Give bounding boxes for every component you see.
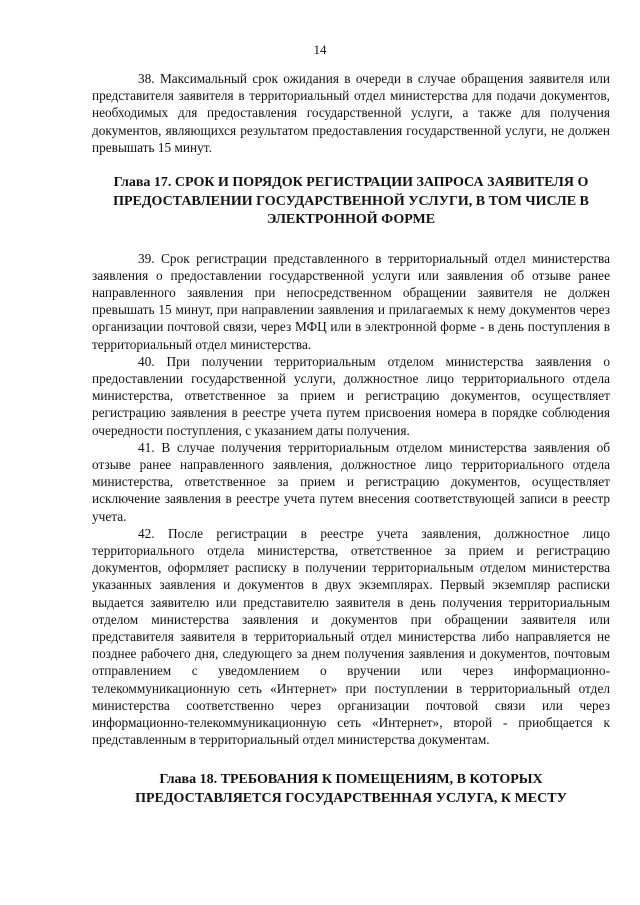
chapter-18-heading: Глава 18. ТРЕБОВАНИЯ К ПОМЕЩЕНИЯМ, В КОТОРЫХ ПРЕДОСТАВЛЯЕТСЯ ГОСУДАРСТВЕННАЯ УСЛУГА, К МЕСТУ xyxy=(135,772,567,806)
paragraph-41: 41. В случае получения территориальным отделом министерства заявления об отзыве ранее направленного заявления, должностное лицо территориального отдела министерства, ответственное за прием и регистрацию документов, осуществляет исключение заявления в реестре учета путем внесения соответствующей записи в реестр учета. xyxy=(92,439,610,524)
document-body xyxy=(92,70,610,808)
page-number: 14 xyxy=(313,42,327,57)
paragraph-42: 42. После регистрации в реестре учета заявления, должностное лицо территориального отдела министерства, ответственное за прием и регистрацию документов, оформляет расписку в получении территориальным отделом министерства указанных заявления и документов в двух экземплярах. Первый экземпляр расписки выдается заявителю или представителю заявителя в день получения территориальным отделом министерства заявления и документов при обращении заявителя или представителя заявителя в территориальный отдел министерства либо направляется не позднее рабочего дня, следующего за днем получения заявления и документов, почтовым отправлением с уведомлением о вручении или через информационно-телекоммуникационную сеть «Интернет» при поступлении в территориальный отдел министерства соответственно через организации почтовой связи или через информационно-телекоммуникационную сеть «Интернет», второй - приобщается к представленным в территориальный отдел министерства документам. xyxy=(92,525,610,748)
paragraph-38: 38. Максимальный срок ожидания в очереди в случае обращения заявителя или представителя заявителя в территориальный отдел министерства для подачи документов, необходимых для предоставления государственной услуги, а также для получения документов, являющихся результатом предоставления государственной услуги, не должен превышать 15 минут. xyxy=(92,71,610,155)
chapter-17-heading: Глава 17. СРОК И ПОРЯДОК РЕГИСТРАЦИИ ЗАПРОСА ЗАЯВИТЕЛЯ О ПРЕДОСТАВЛЕНИИ ГОСУДАРСТВЕННОЙ УСЛУГИ, В ТОМ ЧИСЛЕ В ЭЛЕКТРОННОЙ ФОРМЕ xyxy=(113,175,589,228)
paragraph-40: 40. При получении территориальным отделом министерства заявления о предоставлении государственной услуги, должностное лицо территориального отдела министерства, ответственное за прием и регистрацию документов, осуществляет регистрацию заявления в реестре учета путем присвоения номера в порядке соблюдения очередности поступления, с указанием даты получения. xyxy=(92,353,610,438)
paragraph-39: 39. Срок регистрации представленного в территориальный отдел министерства заявления о предоставлении государственной услуги или заявления об отзыве ранее направленного заявления при непосредственном обращении заявителя не должен превышать 15 минут, при направлении заявления и прилагаемых к нему документов через организации почтовой связи, через МФЦ или в электронной форме - в день поступления в территориальный отдел министерства. xyxy=(92,250,610,352)
